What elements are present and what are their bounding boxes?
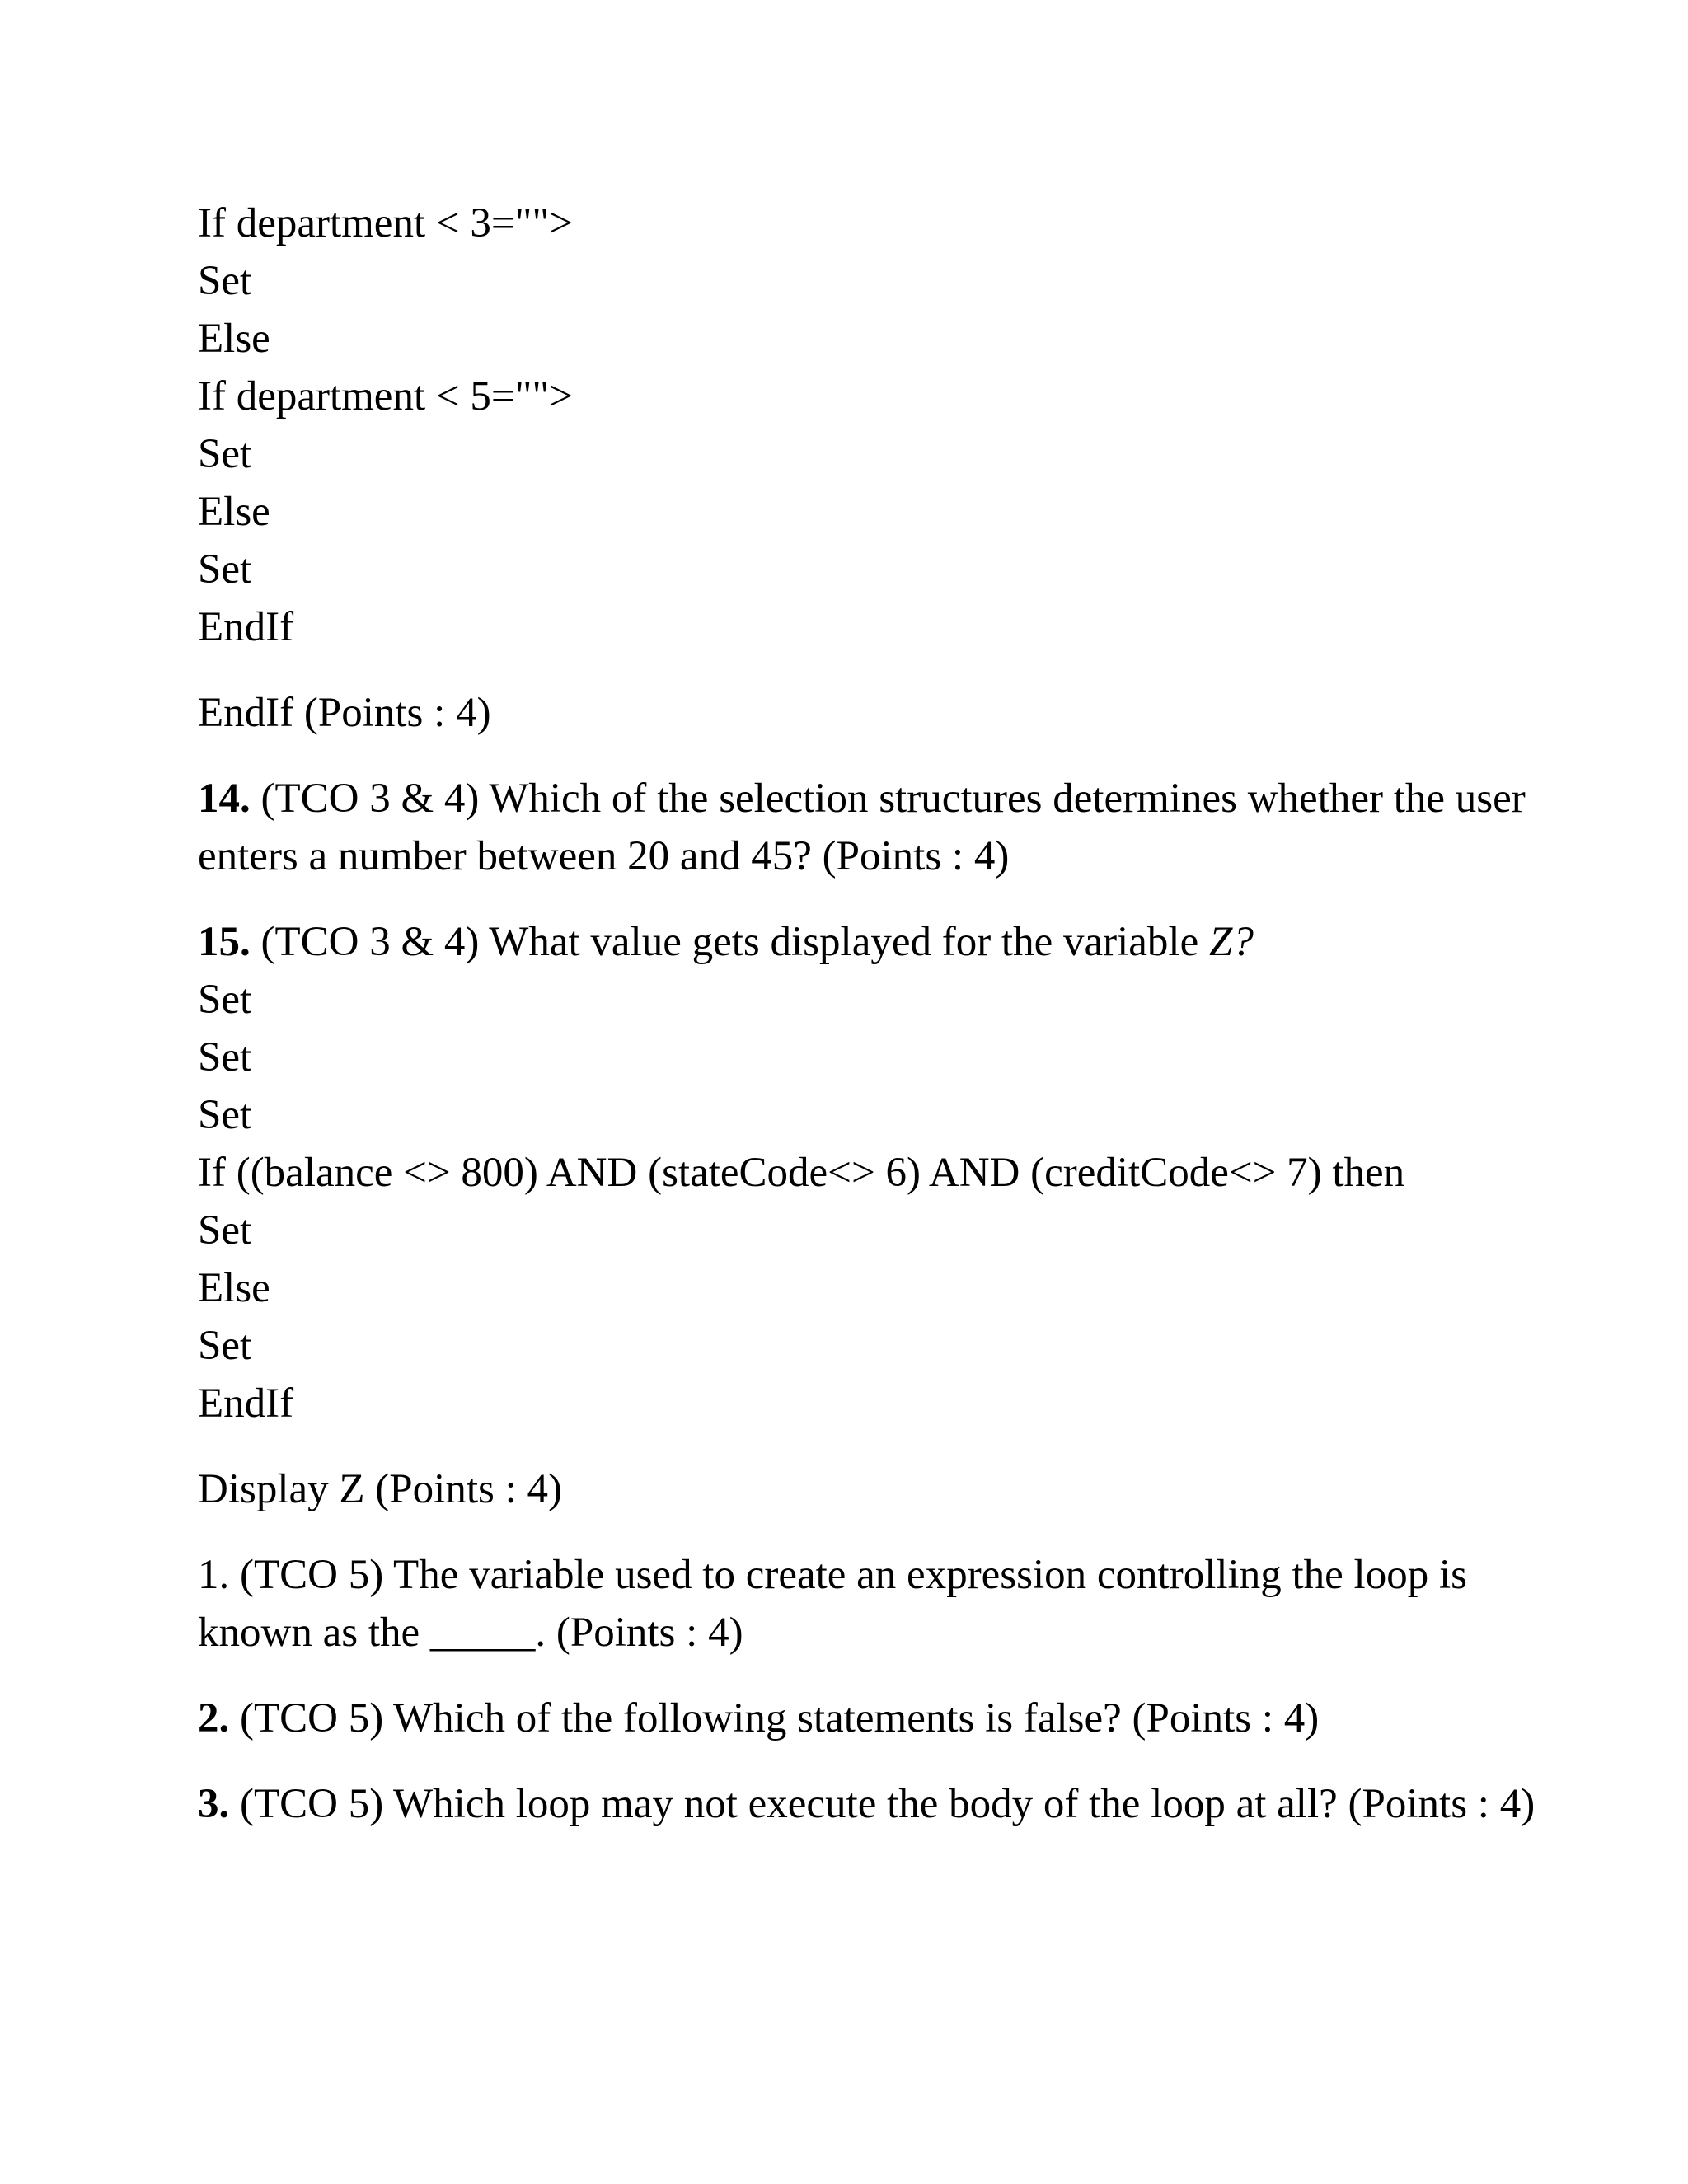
question-15-prompt bbox=[198, 913, 1550, 971]
question-15 bbox=[198, 913, 1550, 1432]
code-line: Set bbox=[198, 546, 252, 593]
question-text: (TCO 5) Which of the following statements is false? (Points : 4) bbox=[229, 1695, 1320, 1741]
question-text: (TCO 5) Which loop may not execute the body of the loop at all? (Points : 4) bbox=[229, 1781, 1536, 1827]
code-line: Else bbox=[198, 1265, 270, 1311]
code-line: If department < 3=""> bbox=[198, 200, 574, 246]
code-line: EndIf bbox=[198, 604, 294, 650]
document-content bbox=[198, 194, 1550, 1833]
code-block-department bbox=[198, 194, 1550, 656]
question-text: (TCO 3 & 4) What value gets displayed for the variable bbox=[250, 919, 1209, 965]
code-line: Set bbox=[198, 258, 252, 304]
code-line: EndIf bbox=[198, 1380, 294, 1427]
question-number: 15. bbox=[198, 919, 251, 965]
question-text: 1. (TCO 5) The variable used to create an expression controlling the loop is known as the _____. (Points : 4) bbox=[198, 1552, 1467, 1656]
question-2 bbox=[198, 1690, 1550, 1747]
question-3 bbox=[198, 1775, 1550, 1833]
question-1 bbox=[198, 1546, 1550, 1661]
code-line: Else bbox=[198, 489, 270, 535]
question-number: 14. bbox=[198, 776, 251, 822]
code-line: Set bbox=[198, 1207, 252, 1254]
question-number: 3. bbox=[198, 1781, 230, 1827]
variable-name: Z? bbox=[1208, 919, 1254, 965]
question-number: 2. bbox=[198, 1695, 230, 1741]
code-line: If department < 5=""> bbox=[198, 373, 574, 419]
code-line: Set bbox=[198, 1323, 252, 1369]
code-line: Else bbox=[198, 316, 270, 362]
code-line: Set bbox=[198, 1092, 252, 1138]
question-15-closing: Display Z (Points : 4) bbox=[198, 1466, 562, 1512]
code-line: Set bbox=[198, 1034, 252, 1080]
question-text: (TCO 3 & 4) Which of the selection structures determines whether the user enters a number between 20 and 45? (Points : 4) bbox=[198, 776, 1526, 879]
question-14 bbox=[198, 770, 1550, 885]
code-line: If ((balance <> 800) AND (stateCode<> 6) AND (creditCode<> 7) then bbox=[198, 1150, 1405, 1196]
code-line: Set bbox=[198, 977, 252, 1023]
block1-closing: EndIf (Points : 4) bbox=[198, 690, 491, 736]
code-line: Set bbox=[198, 431, 252, 477]
